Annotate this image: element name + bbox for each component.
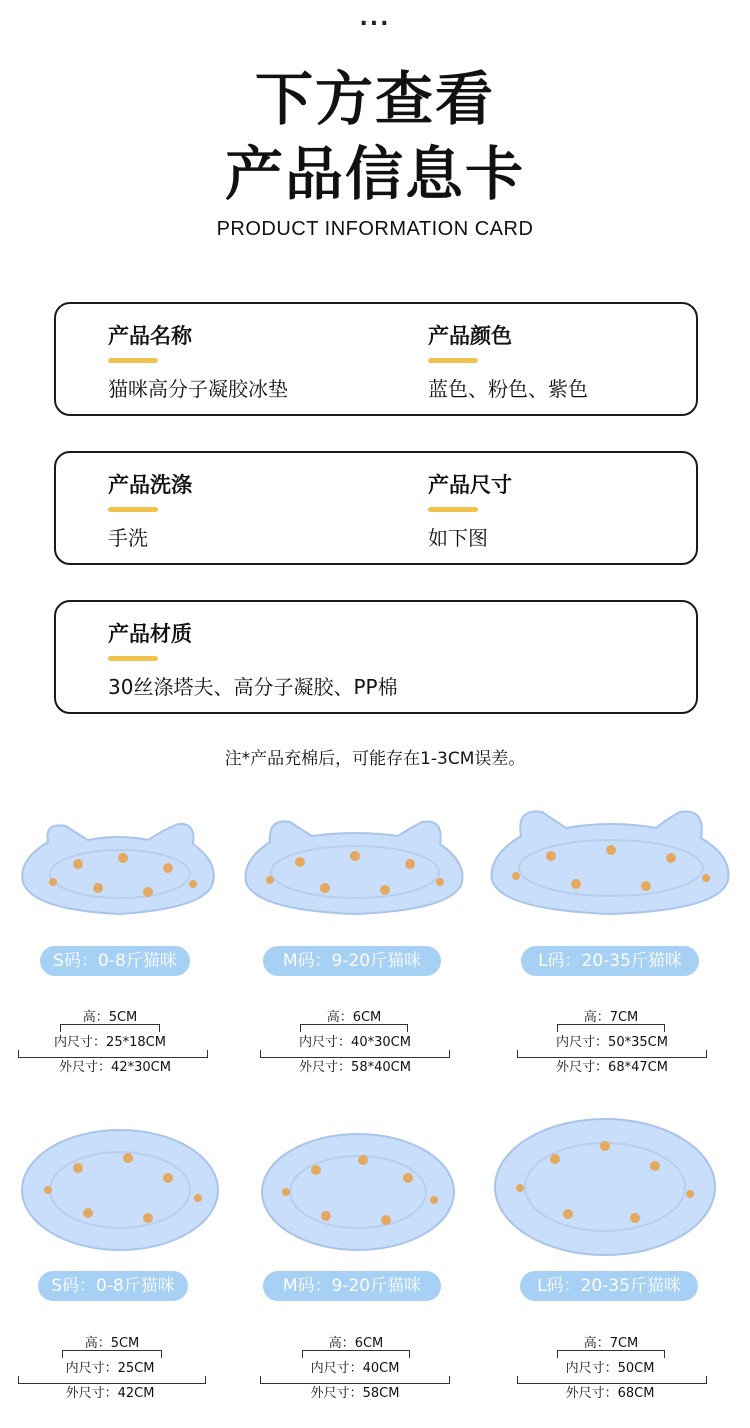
title-line-2: 产品信息卡 [224,140,525,208]
size-pill-s: S码：0-8斤猫咪 [38,1271,188,1301]
field-value: 猫咪高分子凝胶冰垫 [108,377,288,401]
accent-bar [428,507,478,512]
dim-inner: 内尺寸：50*35CM [556,1035,668,1050]
round-pad-image-s [18,1128,223,1258]
title-line-1: 下方查看 [254,65,495,133]
dim-height: 高：7CM [583,1336,639,1351]
field-label: 产品名称 [108,324,192,348]
size-pill-s: S码：0-8斤猫咪 [40,946,190,976]
dim-outer: 外尺寸：68*47CM [556,1060,668,1075]
size-pill-m: M码：9-20斤猫咪 [263,946,441,976]
field-product-wash [108,469,192,551]
dim-height: 高：6CM [326,1010,382,1025]
dim-outer: 外尺寸：42*30CM [59,1060,171,1075]
field-value: 如下图 [428,526,488,550]
size-pill-l: L码：20-35斤猫咪 [521,946,699,976]
cat-pad-image-m [240,810,470,920]
accent-bar [108,656,158,661]
dim-inner: 内尺寸：25CM [65,1361,155,1376]
tolerance-note: 注*产品充棉后，可能存在1-3CM误差。 [224,749,526,769]
field-value: 手洗 [108,526,148,550]
size-pill-l: L码：20-35斤猫咪 [520,1271,698,1301]
info-card-material [54,600,698,714]
dim-height: 高：5CM [82,1010,138,1025]
field-value: 蓝色、粉色、紫色 [428,377,588,401]
dim-inner: 内尺寸：40CM [310,1361,400,1376]
field-product-size [428,469,512,551]
accent-bar [108,507,158,512]
round-pad-image-m [258,1128,458,1258]
dim-outer: 外尺寸：58CM [310,1386,400,1401]
field-label: 产品洗涤 [108,473,192,497]
field-label: 产品尺寸 [428,473,512,497]
dim-outer: 外尺寸：42CM [65,1386,155,1401]
dim-inner: 内尺寸：50CM [565,1361,655,1376]
cat-pad-image-s [18,812,223,922]
dim-inner: 内尺寸：25*18CM [54,1035,166,1050]
dim-height: 高：6CM [328,1336,384,1351]
field-product-color [428,320,588,402]
field-product-material [108,618,398,700]
field-value: 30丝涤塔夫、高分子凝胶、PP棉 [108,675,398,699]
dim-outer: 外尺寸：68CM [565,1386,655,1401]
info-card-name-color [54,302,698,416]
dim-height: 高：7CM [583,1010,639,1025]
field-product-name [108,320,288,402]
accent-bar [428,358,478,363]
accent-bar [108,358,158,363]
subtitle: PRODUCT INFORMATION CARD [216,218,534,240]
cat-pad-image-l [486,802,736,920]
top-dots: ... [359,6,391,31]
dim-height: 高：5CM [84,1336,140,1351]
round-pad-image-l [490,1114,720,1260]
dim-inner: 内尺寸：40*30CM [299,1035,411,1050]
info-card-wash-size [54,451,698,565]
dim-outer: 外尺寸：58*40CM [299,1060,411,1075]
size-pill-m: M码：9-20斤猫咪 [263,1271,441,1301]
field-label: 产品材质 [108,622,192,646]
field-label: 产品颜色 [428,324,512,348]
